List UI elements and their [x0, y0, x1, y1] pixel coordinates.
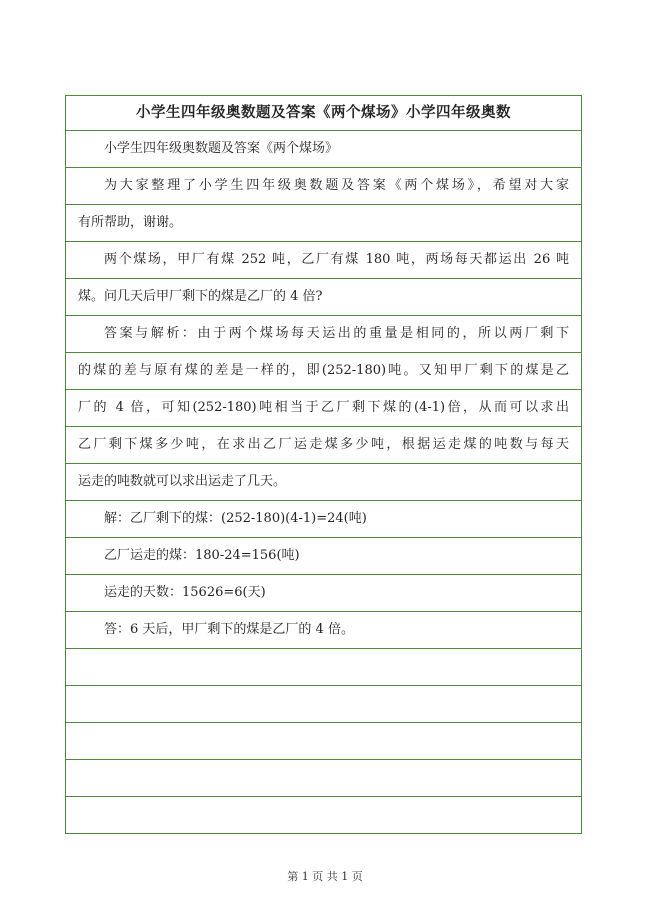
text-line: 两个煤场，甲厂有煤 252 吨，乙厂有煤 180 吨，两场每天都运出 26 吨: [66, 242, 581, 279]
text-line: 运走的天数：15626=6(天): [66, 575, 581, 612]
text-line: 厂的 4 倍，可知(252-180)吨相当于乙厂剩下煤的(4-1)倍，从而可以求出: [66, 390, 581, 427]
text-line: 为大家整理了小学生四年级奥数题及答案《两个煤场》，希望对大家: [66, 168, 581, 205]
empty-line: [66, 723, 581, 760]
empty-line: [66, 649, 581, 686]
document-title: 小学生四年级奥数题及答案《两个煤场》小学四年级奥数: [66, 96, 581, 131]
text-line: 运走的吨数就可以求出运走了几天。: [66, 464, 581, 501]
text-line: 乙厂剩下煤多少吨，在求出乙厂运走煤多少吨，根据运走煤的吨数与每天: [66, 427, 581, 464]
text-line: 小学生四年级奥数题及答案《两个煤场》: [66, 131, 581, 168]
text-line: 答：6 天后，甲厂剩下的煤是乙厂的 4 倍。: [66, 612, 581, 649]
empty-line: [66, 686, 581, 723]
text-line: 乙厂运走的煤：180-24=156(吨): [66, 538, 581, 575]
text-line: 有所帮助，谢谢。: [66, 205, 581, 242]
empty-line: [66, 760, 581, 797]
text-line: 煤。问几天后甲厂剩下的煤是乙厂的 4 倍?: [66, 279, 581, 316]
page-number: 第 1 页 共 1 页: [287, 870, 363, 883]
text-line: 答案与解析：由于两个煤场每天运出的重量是相同的，所以两厂剩下: [66, 316, 581, 353]
text-line: 的煤的差与原有煤的差是一样的，即(252-180)吨。又知甲厂剩下的煤是乙: [66, 353, 581, 390]
text-line: 解：乙厂剩下的煤：(252-180)(4-1)=24(吨): [66, 501, 581, 538]
empty-line: [66, 797, 581, 833]
lined-sheet: [65, 95, 582, 834]
